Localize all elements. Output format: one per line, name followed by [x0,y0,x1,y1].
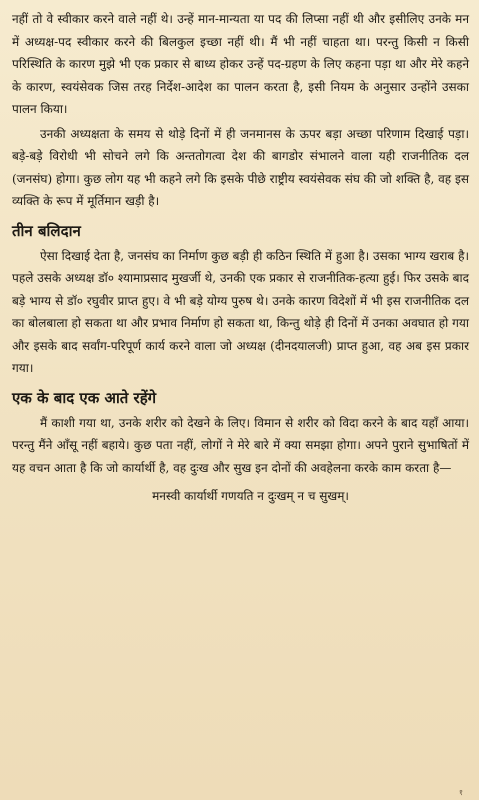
page-mark: १ [458,788,463,797]
paragraph-2: उनकी अध्यक्षता के समय से थोड़े दिनों में ही जनमानस के ऊपर बड़ा अच्छा परिणाम दिखाई पड़ा। बड़े-बड़े विरोधी भी सोचने लगे कि अन्ततोगत्वा देश की बागडोर संभालने वाला यही राजनीतिक दल (जनसंघ) होगा। कुछ लोग यह भी कहने लगे कि इसके पीछे राष्ट्रीय स्वयंसेवक संघ की जो शक्ति है, वह इस व्यक्ति के रूप में मूर्तिमान खड़ी है। [12,126,469,208]
paragraph-3: ऐसा दिखाई देता है, जनसंघ का निर्माण कुछ बड़ी ही कठिन स्थिति में हुआ है। उसका भाग्य खराब है। पहले उसके अध्यक्ष डॉ० श्यामाप्रसाद मुखर्जी थे, उनकी एक प्रकार से राजनीतिक-हत्या हुई। फिर उसके बाद बड़े भाग्य से डॉ० रघुवीर प्राप्त हुए। वे भी बड़े योग्य पुरुष थे। उनके कारण विदेशों में भी इस राजनीतिक दल का बोलबाला हो सकता था और प्रभाव निर्माण हो सकता था, किन्तु थोड़े ही दिनों में उनका अवघात हो गया और इसके बाद सर्वांग-परिपूर्ण कार्य करने वाला जो अध्यक्ष (दीनदयालजी) प्राप्त हुआ, वह अब इस प्रकार गया। [12,248,469,375]
section-heading-ek-ke-baad: एक के बाद एक आते रहेंगे [12,388,157,407]
section-heading-teen-balidan: तीन बलिदान [12,221,81,240]
paragraph-1: नहीं तो वे स्वीकार करने वाले नहीं थे। उन्हें मान-मान्यता या पद की लिप्सा नहीं थी और इसीलिए उनके मन में अध्यक्ष-पद स्वीकार करने की बिलकुल इच्छा नहीं थी। मैं भी नहीं चाहता था। परन्तु किसी न किसी परिस्थिति के कारण मुझे भी एक प्रकार से बाध्य होकर उन्हें पद-ग्रहण के लिए कहना पड़ा था और मेरे कहने के कारण, स्वयंसेवक जिस तरह निर्देश-आदेश का पालन करता है, इसी नियम के अनुसार उन्होंने उसका पालन किया। [12,12,469,116]
sanskrit-quote: मनस्वी कार्यार्थी गणयति न दुःखम् न च सुखम्। [152,489,349,503]
paragraph-4: मैं काशी गया था, उनके शरीर को देखने के लिए। विमान से शरीर को विदा करने के बाद यहाँ आया। परन्तु मैंने आँसू नहीं बहाये। कुछ पता नहीं, लोगों ने मेरे बारे में क्या समझा होगा। अपने पुराने सुभाषितों में यह वचन आता है कि जो कार्यार्थी है, वह दुःख और सुख इन दोनों की अवहेलना करके काम करता है— [12,415,469,475]
